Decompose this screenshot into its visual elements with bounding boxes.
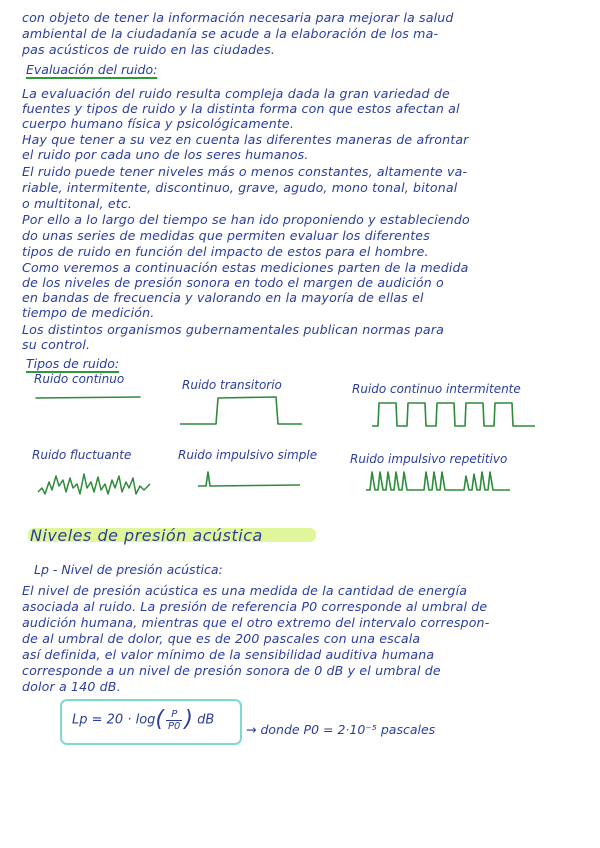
formula: Lp = 20 · log( $\frac{P}{P0}$ ) dB (72, 707, 215, 732)
wave-fluctuante (36, 468, 156, 502)
eval-line-13: de los niveles de presión sonora en todo el margen de audición o (22, 275, 444, 290)
niveles-line-7: dolor a 140 dB. (22, 679, 121, 694)
eval-line-5: el ruido por cada uno de los seres humanos. (22, 147, 309, 162)
eval-line-17: su control. (22, 337, 91, 352)
niveles-line-6: corresponde a un nivel de presión sonora de 0 dB y el umbral de (22, 663, 441, 678)
eval-line-6: El ruido puede tener niveles más o menos constantes, altamente va- (22, 164, 468, 179)
tipos-heading: Tipos de ruido: (26, 356, 120, 371)
eval-line-8: o multitonal, etc. (22, 196, 133, 211)
niveles-title: Niveles de presión acústica (30, 526, 263, 545)
lp-subheading: Lp - Nivel de presión acústica: (34, 562, 223, 577)
niveles-line-1: El nivel de presión acústica es una medida de la cantidad de energía (22, 583, 468, 598)
wave-impulsivo-simple (196, 468, 306, 492)
label-ruido-transitorio: Ruido transitorio (182, 378, 282, 392)
formula-where: → donde P0 = 2·10⁻⁵ pascales (246, 722, 436, 737)
eval-line-7: riable, intermitente, discontinuo, grave, agudo, mono tonal, bitonal (22, 180, 458, 195)
eval-line-2: fuentes y tipos de ruido y la distinta forma con que estos afectan al (22, 101, 460, 116)
eval-line-11: tipos de ruido en función del impacto de estos para el hombre. (22, 244, 429, 259)
intro-line-2: ambiental de la ciudadanía se acude a la elaboración de los ma- (22, 26, 439, 41)
eval-line-1: La evaluación del ruido resulta compleja dada la gran variedad de (22, 86, 450, 101)
formula-unit: dB (197, 712, 215, 728)
wave-impulsivo-repetitivo (364, 468, 514, 496)
wave-continuo (34, 388, 144, 408)
niveles-line-4: de al umbral de dolor, que es de 200 pascales con una escala (22, 631, 421, 646)
intro-line-3: pas acústicos de ruido en las ciudades. (22, 42, 275, 57)
evaluacion-heading: Evaluación del ruido: (26, 62, 158, 77)
eval-line-16: Los distintos organismos gubernamentales publican normas para (22, 322, 444, 337)
label-ruido-impulsivo-simple: Ruido impulsivo simple (178, 448, 318, 462)
niveles-line-2: asociada al ruido. La presión de referencia P0 corresponde al umbral de (22, 599, 488, 614)
wave-continuo-intermitente (370, 398, 540, 432)
wave-transitorio (176, 392, 306, 430)
formula-numerator: P (166, 709, 182, 721)
intro-line-1: con objeto de tener la información necesaria para mejorar la salud (22, 10, 454, 25)
formula-lhs: Lp = 20 · log (72, 712, 156, 728)
niveles-line-5: así definida, el valor mínimo de la sensibilidad auditiva humana (22, 647, 435, 662)
eval-line-4: Hay que tener a su vez en cuenta las diferentes maneras de afrontar (22, 132, 469, 147)
eval-line-15: tiempo de medición. (22, 305, 155, 320)
niveles-line-3: audición humana, mientras que el otro extremo del intervalo correspon- (22, 615, 490, 630)
eval-line-9: Por ello a lo largo del tiempo se han ido proponiendo y estableciendo (22, 212, 470, 227)
formula-denominator: P0 (168, 720, 181, 732)
label-ruido-impulsivo-repetitivo: Ruido impulsivo repetitivo (350, 452, 508, 466)
eval-line-10: do unas series de medidas que permiten evaluar los diferentes (22, 228, 430, 243)
formula-fraction (166, 709, 182, 732)
label-ruido-fluctuante: Ruido fluctuante (32, 448, 132, 462)
label-ruido-continuo-intermitente: Ruido continuo intermitente (352, 382, 521, 396)
eval-line-14: en bandas de frecuencia y valorando en la mayoría de ellas el (22, 290, 424, 305)
eval-line-3: cuerpo humano física y psicológicamente. (22, 116, 294, 131)
label-ruido-continuo: Ruido continuo (34, 372, 125, 386)
eval-line-12: Como veremos a continuación estas mediciones parten de la medida (22, 260, 469, 275)
